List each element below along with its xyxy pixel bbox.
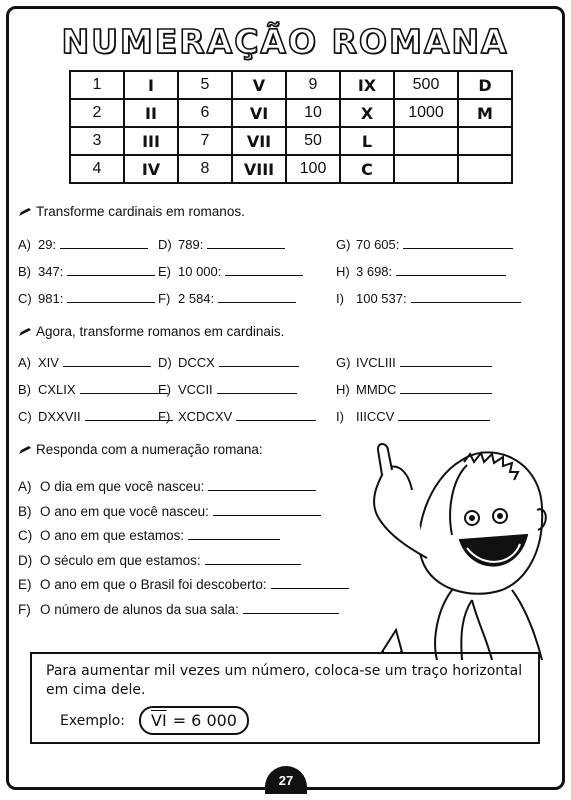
section1-heading [18,204,245,219]
item-label: F) [158,409,171,424]
exercise-item [158,261,303,279]
example-label: Exemplo: [60,712,126,729]
answer-line[interactable] [243,613,339,614]
item-value: VCCII [178,382,213,397]
item-value: XCDCXV [178,409,233,424]
item-value: 981: [38,291,64,306]
item-value: 70 605: [356,237,400,252]
table-cell: I [124,71,178,99]
answer-line[interactable] [398,420,490,421]
question-text: O dia em que você nasceu: [40,479,205,494]
page-title-text: NUMERAÇÃO ROMANA [61,21,509,61]
exercise-item [18,288,155,306]
exercise-item [18,379,168,397]
answer-line[interactable] [225,275,303,276]
item-value: 2 584: [178,291,215,306]
item-label: A) [18,355,31,370]
exercise-item [18,234,148,252]
exercise-item [18,406,173,424]
exercise-row [18,261,558,279]
item-value: DXXVII [38,409,81,424]
roman-numeral-table [69,70,513,184]
exercise-item [158,234,285,252]
item-label: F) [158,291,171,306]
example-box [139,706,249,735]
answer-line[interactable] [205,564,301,565]
answer-line[interactable] [67,275,155,276]
table-cell: 7 [178,127,232,155]
exercise-row [18,234,558,252]
question-text: O ano em que estamos: [40,528,185,543]
item-label: A) [18,479,32,494]
answer-line[interactable] [236,420,316,421]
item-label: I) [336,409,344,424]
table-cell: 500 [394,71,458,99]
exercise-item [336,234,513,252]
table-cell: VII [232,127,286,155]
answer-line[interactable] [217,393,297,394]
table-cell: II [124,99,178,127]
section3-heading-text: Responda com a numeração romana: [36,442,263,457]
table-cell: M [458,99,512,127]
item-label: H) [336,264,350,279]
pencil-icon [18,445,32,455]
item-value: 347: [38,264,64,279]
exercise-row [18,288,558,306]
answer-line[interactable] [213,515,321,516]
question-text: O ano em que o Brasil foi descoberto: [40,577,267,592]
item-value: 100 537: [356,291,407,306]
item-label: B) [18,264,31,279]
table-cell: IX [340,71,394,99]
table-cell: 10 [286,99,340,127]
table-cell [394,127,458,155]
item-label: F) [18,601,31,617]
table-cell: 100 [286,155,340,183]
item-label: E) [18,577,32,592]
table-cell: 50 [286,127,340,155]
item-label: H) [336,382,350,397]
question-item [18,501,321,519]
section2-heading-text: Agora, transforme romanos em cardinais. [36,324,285,339]
item-label: I) [336,291,344,306]
question-text: O século em que estamos: [40,552,201,568]
section3-heading [18,442,263,457]
answer-line[interactable] [400,393,492,394]
exercise-row [18,352,558,370]
item-label: D) [158,355,172,370]
question-text: O ano em que você nasceu: [40,503,209,519]
table-cell: 3 [70,127,124,155]
section1-heading-text: Transforme cardinais em romanos. [36,204,245,219]
item-value: 789: [178,237,204,252]
item-label: D) [18,552,33,568]
example-numeral: $\overline{VI}$ [151,711,167,730]
table-cell [458,127,512,155]
roman-girl-illustration [352,440,552,660]
table-cell: 6 [178,99,232,127]
example-line [60,706,524,735]
item-label: G) [336,355,351,370]
note-text: Para aumentar mil vezes um número, coloca-se um traço horizontal em cima dele. [46,663,523,698]
item-value: XIV [38,355,59,370]
exercise-item [336,288,521,306]
item-value: DCCX [178,355,215,370]
table-row [70,71,512,99]
item-value: IIICCV [356,409,395,424]
table-cell: 2 [70,99,124,127]
table-cell: 1 [70,71,124,99]
exercise-item [336,261,506,279]
exercise-row [18,406,558,424]
question-item [18,550,301,568]
item-label: C) [18,409,32,424]
exercise-item [336,352,492,370]
answer-line[interactable] [396,275,506,276]
page-title [30,20,540,62]
item-label: D) [158,237,172,252]
table-cell: III [124,127,178,155]
speech-bubble-tail [380,628,410,654]
item-label: C) [18,528,33,543]
info-note-box [30,652,540,744]
table-cell: L [340,127,394,155]
table-row [70,99,512,127]
item-value: IVCLIII [356,355,396,370]
page-number: 27 [265,766,307,794]
item-value: MMDC [356,382,397,397]
answer-line[interactable] [188,539,280,540]
exercise-item [18,261,155,279]
answer-line[interactable] [218,302,296,303]
exercise-item [336,406,490,424]
table-cell [394,155,458,183]
table-cell: 4 [70,155,124,183]
exercise-item [158,379,297,397]
answer-line[interactable] [400,366,492,367]
answer-line[interactable] [63,366,151,367]
item-value: 29: [38,237,57,252]
question-item [18,574,349,592]
table-row [70,127,512,155]
table-cell: C [340,155,394,183]
table-cell: VI [232,99,286,127]
pencil-icon [18,327,32,337]
exercise-item [158,352,299,370]
item-value: 10 000: [178,264,222,279]
item-value: 3 698: [356,264,393,279]
exercise-item [158,288,296,306]
answer-line[interactable] [60,248,148,249]
table-cell: 8 [178,155,232,183]
answer-line[interactable] [207,248,285,249]
table-cell: 5 [178,71,232,99]
answer-line[interactable] [403,248,513,249]
item-label: A) [18,237,31,252]
table-cell: VIII [232,155,286,183]
answer-line[interactable] [411,302,521,303]
exercise-item [18,352,151,370]
exercise-row [18,379,558,397]
answer-line[interactable] [219,366,299,367]
item-label: E) [158,264,171,279]
table-cell: V [232,71,286,99]
item-label: B) [18,503,32,519]
pencil-icon [18,207,32,217]
item-label: C) [18,291,32,306]
example-result: = 6 000 [172,711,237,730]
item-value: CXLIX [38,382,76,397]
answer-line[interactable] [208,490,316,491]
answer-line[interactable] [271,588,349,589]
table-cell: IV [124,155,178,183]
item-label: E) [158,382,171,397]
item-label: B) [18,382,31,397]
section2-heading [18,324,284,339]
question-item [18,476,316,494]
question-item [18,599,339,617]
table-cell: X [340,99,394,127]
item-label: G) [336,237,351,252]
table-row [70,155,512,183]
table-cell [458,155,512,183]
table-cell: 1000 [394,99,458,127]
table-cell: 9 [286,71,340,99]
answer-line[interactable] [80,393,168,394]
exercise-item [336,379,492,397]
question-item [18,525,280,543]
question-text: O número de alunos da sua sala: [40,601,239,617]
table-cell: D [458,71,512,99]
exercise-item [158,406,316,424]
answer-line[interactable] [67,302,155,303]
